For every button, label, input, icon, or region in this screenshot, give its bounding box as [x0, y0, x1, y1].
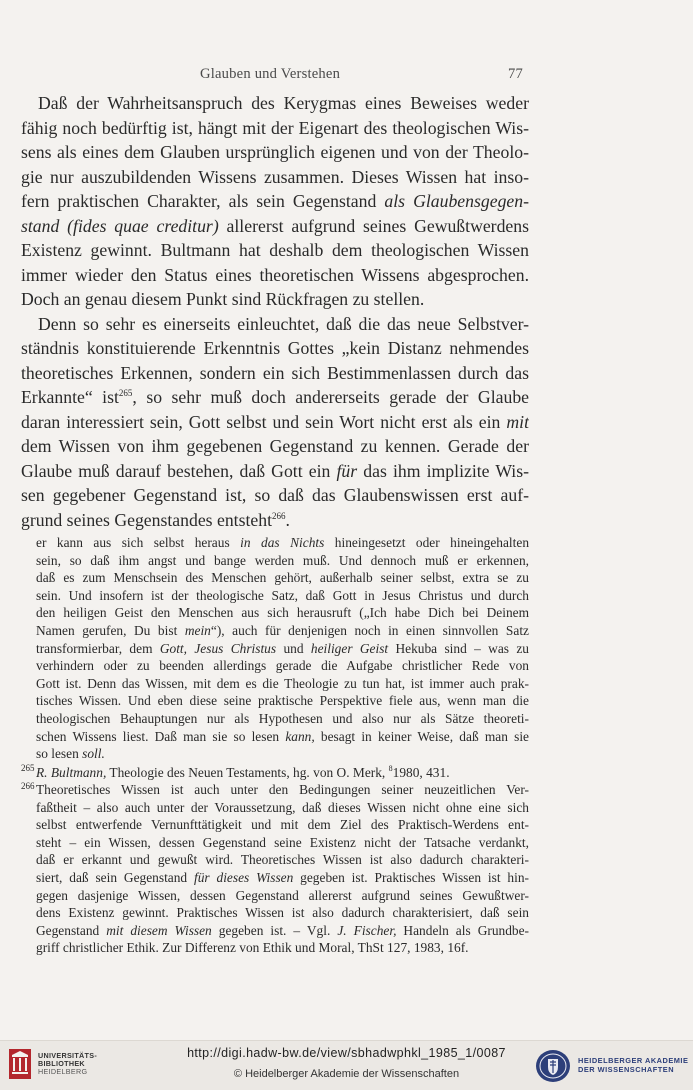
text-line: Denn so sehr es einerseits einleuchtet, daß die das neue Selbstver-	[38, 313, 529, 334]
footnote-ref-266: 266	[272, 510, 286, 521]
footnote-265	[36, 764, 529, 782]
footnote-number-265: 265	[21, 763, 35, 773]
footnote-line: R. Bultmann, Theologie des Neuen Testaments, hg. von O. Merk, $^8$1980, 431.	[36, 763, 450, 780]
text-line: Glaube muß darauf bestehen, daß Gott ein für das ihm implizite Wis-	[21, 460, 529, 481]
footnote-line: theologischen Behauptungen nur als Hypothesen und also nur als Sätze theoreti-	[36, 710, 529, 726]
copyright-notice: © Heidelberger Akademie der Wissenschaften	[233, 1068, 460, 1080]
footnote-line: faßtheit – also auch unter der Voraussetzung, daß dieses Wissen nicht ohne eine sich	[36, 799, 529, 815]
footnote-line: griff christlicher Ethik. Zur Differenz von Ethik und Moral, ThSt 127, 1983, 16f.	[36, 940, 469, 956]
footnote-line: daß er erkannt und gewußt wird. Theoretisches Wissen ist also dadurch charakteri-	[36, 852, 529, 868]
footnote-line: siert, daß sein Gegenstand für dieses Wissen gegeben ist. Praktisches Wissen ist hin-	[36, 869, 529, 885]
text-line: gie nur auszubildenden Wissens zusammen. Dieses Wissen hat inso-	[21, 166, 529, 187]
footnote-line: er kann aus sich selbst heraus in das Nichts hineingesetzt oder hineingehalten	[36, 535, 529, 550]
text-line: sen gegebener Gegenstand ist, so daß das Glaubenswissen erst auf-	[21, 485, 529, 505]
text-line: Existenz gewinnt. Bultmann hat deshalb dem theologischen Wissen	[21, 240, 529, 260]
running-head-title: Glauben und Verstehen	[200, 66, 341, 82]
footnote-line: den heiligen Geist den Menschen aus sich herausruft („Ich habe Dich bei Deinem	[36, 605, 529, 621]
footnote-line: Namen gerufen, Du bist mein“), auch für denjenigen noch in einen sinnvollen Satz	[36, 622, 529, 638]
text-line: ständnis konstituierende Erkenntnis Gottes „kein Distanz nehmendes	[21, 338, 529, 358]
text-line: dem Wissen von ihm gegebenen Gegenstand zu kennen. Gerade der	[21, 436, 529, 456]
italic-phrase: für	[336, 460, 358, 481]
footnote-line: daß es zum Menschsein des Menschen gehört, außerhalb seiner selbst, extra se zu	[36, 570, 529, 586]
footnote-number-266: 266	[21, 781, 35, 791]
footnote-line: Theoretisches Wissen ist auch unter den Bedingungen seiner neuzeitlichen Ver-	[36, 782, 529, 797]
footnote-ref-265: 265	[118, 388, 133, 398]
footnote-line: tisches Wissen. Und eben diese seine praktische Perspektive fiele aus, wenn man die	[36, 693, 529, 709]
footnote-line: steht – ein Wissen, dessen Gegenstand seine Existenz nicht der Tatsache verdankt,	[36, 834, 529, 850]
footnote-line: schen Wissens liest. Daß man sie so lesen kann, besagt in keiner Weise, daß man sie	[36, 728, 529, 744]
text-line: sens als eines dem Glauben ursprünglich eigenen und von der Theolo-	[21, 142, 529, 162]
footnote-line: verhindern oder zu beenden allerdings gerade die Aufgabe christlicher Rede von	[36, 658, 529, 674]
text-line: stand (fides quae creditur) allererst aufgrund seines Gewußtwerdens	[21, 215, 529, 236]
italic-phrase: mit	[506, 411, 529, 432]
footnote-line: Gott ist. Denn das Wissen, mit dem es die Theologie zu tun hat, ist immer auch prak-	[36, 675, 529, 691]
text-line: fähig noch bedürftig ist, hängt mit der Eigenart des theologischen Wis-	[21, 117, 529, 138]
footnote-continuation	[36, 534, 529, 763]
academy-name: HEIDELBERGER AKADEMIE DER WISSENSCHAFTEN	[578, 1056, 689, 1075]
footnote-266	[36, 781, 529, 957]
main-paragraph-1	[21, 91, 529, 312]
footnote-line: sein, so daß ihm angst und bange werden muß. Und dennoch muß er erkennen,	[36, 552, 529, 568]
academy-seal-icon	[534, 1048, 572, 1084]
text-line: Erkannte“ ist$^{265}$, so sehr muß doch andererseits gerade der Glaube	[21, 387, 529, 407]
footnote-line: Gegenstand mit diesem Wissen gegeben ist. – Vgl. J. Fischer, Handeln als Grundbe-	[36, 922, 529, 938]
page-number: 77	[508, 66, 523, 82]
text-line: Doch an genau diesem Punkt sind Rückfragen zu stellen.	[21, 289, 425, 309]
main-paragraph-2	[21, 312, 529, 533]
footnote-line: so lesen soll.	[36, 746, 105, 762]
footnote-line: gegen dasjenige Wissen, dessen Gegenstand allererst aufgrund seines Gewußtwer-	[36, 887, 529, 903]
footnote-line: transformierbar, dem Gott, Jesus Christus und heiliger Geist Hekuba sind – was zu	[36, 640, 529, 656]
text-line: Daß der Wahrheitsanspruch des Kerygmas eines Beweises weder	[38, 93, 529, 113]
italic-phrase: als Glaubensgegen-	[384, 191, 529, 211]
text-line: daran interessiert sein, Gott selbst und sein Wort nicht erst als ein mit	[21, 411, 529, 432]
text-line: immer wieder den Status eines theoretischen Wissens abgesprochen.	[21, 264, 529, 285]
italic-phrase: stand (fides quae creditur)	[21, 215, 219, 236]
footnote-line: selbst entwerfende Vernunfttätigkeit und mit dem Ziel des Praktisch-Werdens ent-	[36, 817, 529, 833]
permalink-url[interactable]: http://digi.hadw-bw.de/view/sbhadwphkl_1985_1/0087	[187, 1046, 506, 1060]
text-line: grund seines Gegenstandes entsteht$^{266}$.	[21, 509, 290, 530]
university-library-name: UNIVERSITÄTS- BIBLIOTHEK HEIDELBERG	[38, 1051, 98, 1077]
footnote-line: sein. Und insofern ist der theologische Satz, daß Gott in Jesus Christus und durch	[36, 587, 529, 603]
footnote-line: dens Existenz gewinnt. Praktisches Wissen ist also dadurch charakterisiert, daß sein	[36, 905, 529, 921]
text-line: fern praktischen Charakter, als sein Gegenstand als Glaubensgegen-	[21, 191, 529, 211]
text-line: theoretisches Erkennen, sondern ein sich Bestimmenlassen durch das	[21, 362, 529, 383]
viewer-footer	[0, 1040, 693, 1090]
